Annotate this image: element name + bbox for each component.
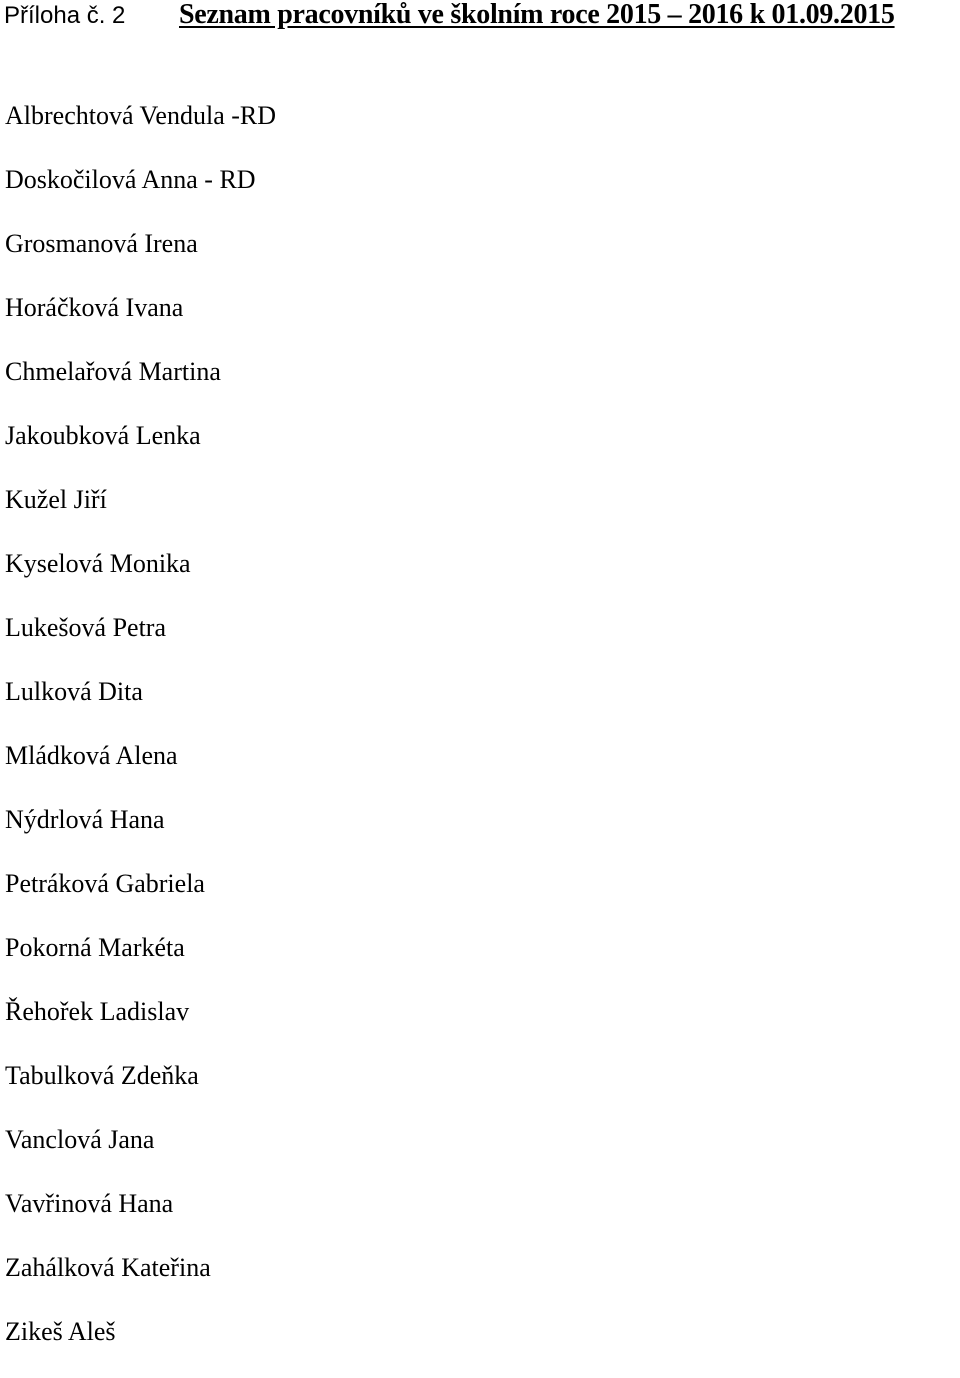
staff-name: Petráková Gabriela [5, 869, 205, 898]
staff-name: Kyselová Monika [5, 549, 191, 578]
attachment-label: Příloha č. 2 [4, 2, 126, 29]
staff-name: Chmelařová Martina [5, 357, 221, 386]
staff-list [5, 98, 276, 1378]
staff-name: Grosmanová Irena [5, 229, 198, 258]
staff-name: Mládková Alena [5, 741, 178, 770]
document-header [4, 0, 960, 34]
staff-name: Pokorná Markéta [5, 933, 185, 962]
staff-name: Vavřinová Hana [5, 1189, 174, 1218]
staff-name: Albrechtová Vendula -RD [5, 101, 277, 130]
staff-name: Kužel Jiří [5, 485, 107, 514]
staff-name: Zahálková Kateřina [5, 1253, 211, 1282]
staff-name: Horáčková Ivana [5, 293, 184, 322]
staff-name: Lukešová Petra [5, 613, 167, 642]
staff-name: Doskočilová Anna - RD [5, 165, 256, 194]
staff-name: Lulková Dita [5, 677, 143, 706]
staff-name: Řehořek Ladislav [5, 997, 190, 1026]
staff-name: Tabulková Zdeňka [5, 1061, 199, 1090]
staff-name: Zikeš Aleš [5, 1317, 116, 1346]
staff-name: Vanclová Jana [5, 1125, 155, 1154]
staff-name: Nýdrlová Hana [5, 805, 165, 834]
staff-name: Jakoubková Lenka [5, 421, 201, 450]
page-title: Seznam pracovníků ve školním roce 2015 – 2016 k 01.09.2015 [179, 0, 895, 30]
